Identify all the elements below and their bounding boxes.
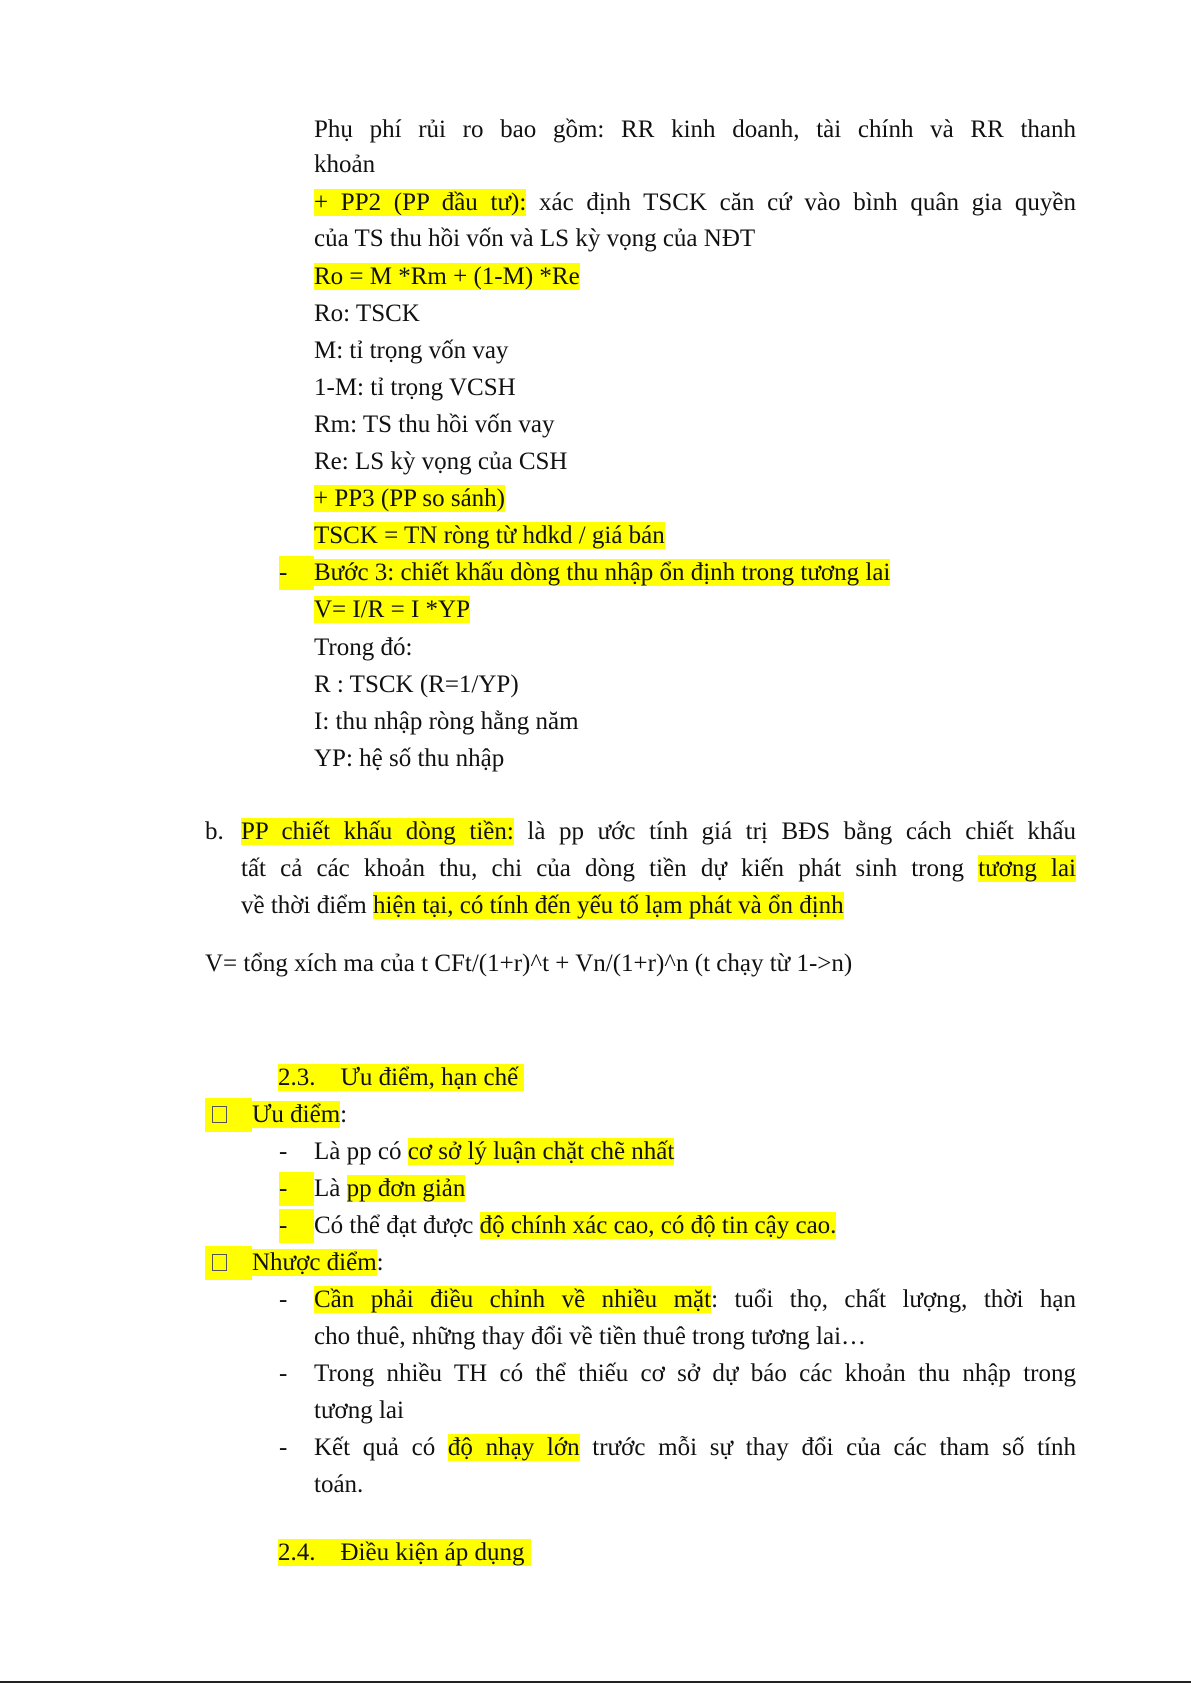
i-definition: I: thu nhập ròng hằng năm xyxy=(314,708,579,735)
dcf-line-3: về thời điểm hiện tại, có tính đến yếu tố lạm phát và ổn định xyxy=(241,892,844,919)
list-bullet: - xyxy=(279,556,314,590)
list-bullet: - xyxy=(279,1434,288,1461)
risk-premium-line-cont: khoản xyxy=(314,151,376,178)
disadvantage-item-3-cont: toán. xyxy=(314,1471,364,1498)
dcf-line-2: tất cả các khoản thu, chi của dòng tiền dự kiến phát sinh trong tương lai xyxy=(241,855,1076,882)
disadvantage-item-2-cont: tương lai xyxy=(314,1397,404,1424)
yp-definition: YP: hệ số thu nhập xyxy=(314,745,505,772)
rm-definition: Rm: TS thu hồi vốn vay xyxy=(314,411,555,438)
pp2-highlight: + PP2 (PP đầu tư): xyxy=(314,189,527,216)
disadvantage-item-3: Kết quả có độ nhạy lớn trước mỗi sự thay đổi của các tham số tính xyxy=(314,1434,1076,1461)
advantage-item-2: - Là pp đơn giản xyxy=(279,1172,465,1206)
page-bottom-rule xyxy=(0,1681,1191,1683)
pp2-line-cont: của TS thu hồi vốn và LS kỳ vọng của NĐT xyxy=(314,225,756,252)
heading-2-3: 2.3. Ưu điểm, hạn chế xyxy=(278,1064,525,1091)
disadvantage-item-1-cont: cho thuê, những thay đổi về tiền thuê trong tương lai… xyxy=(314,1323,867,1350)
section-b-marker: b. xyxy=(205,818,224,845)
list-bullet: - xyxy=(279,1138,288,1165)
advantage-item-3: - Có thể đạt được độ chính xác cao, có độ tin cậy cao. xyxy=(279,1209,836,1243)
r-definition: R : TSCK (R=1/YP) xyxy=(314,671,519,698)
pp3-line: + PP3 (PP so sánh) xyxy=(314,485,505,512)
v-formula: V= I/R = I *YP xyxy=(314,596,470,623)
list-bullet: - xyxy=(279,1172,314,1206)
list-bullet: - xyxy=(279,1286,288,1313)
list-bullet: - xyxy=(279,1360,288,1387)
1m-definition: 1-M: tỉ trọng VCSH xyxy=(314,374,516,401)
step3-line: - Bước 3: chiết khấu dòng thu nhập ổn định trong tương lai xyxy=(279,556,890,590)
ro-formula: Ro = M *Rm + (1-M) *Re xyxy=(314,263,580,290)
risk-premium-line: Phụ phí rủi ro bao gồm: RR kinh doanh, tài chính và RR thanh xyxy=(314,116,1076,143)
dcf-line-1: PP chiết khấu dòng tiền: là pp ước tính giá trị BĐS bằng cách chiết khấu xyxy=(241,818,1076,845)
list-bullet: - xyxy=(279,1209,314,1243)
m-definition: M: tỉ trọng vốn vay xyxy=(314,337,509,364)
disadvantages-heading: Nhược điểm: xyxy=(205,1246,384,1280)
pp2-line: + PP2 (PP đầu tư): xác định TSCK căn cứ vào bình quân gia quyền xyxy=(314,189,1076,216)
disadvantage-item-2: Trong nhiều TH có thể thiếu cơ sở dự báo các khoản thu nhập trong xyxy=(314,1360,1076,1387)
dcf-formula: V= tổng xích ma của t CFt/(1+r)^t + Vn/(1+r)^n (t chạy từ 1->n) xyxy=(205,950,853,977)
heading-2-4: 2.4. Điều kiện áp dụng xyxy=(278,1539,531,1566)
ro-definition: Ro: TSCK xyxy=(314,300,420,327)
advantage-item-1: - Là pp có cơ sở lý luận chặt chẽ nhất xyxy=(279,1135,674,1169)
re-definition: Re: LS kỳ vọng của CSH xyxy=(314,448,568,475)
tsck-formula: TSCK = TN ròng từ hdkd / giá bán xyxy=(314,522,665,549)
advantages-heading: Ưu điểm: xyxy=(205,1098,347,1132)
disadvantage-item-1: Cần phải điều chỉnh về nhiều mặt: tuổi thọ, chất lượng, thời hạn xyxy=(314,1286,1076,1313)
checkbox-icon xyxy=(205,1246,252,1280)
checkbox-icon xyxy=(205,1098,252,1132)
where-line: Trong đó: xyxy=(314,634,413,661)
